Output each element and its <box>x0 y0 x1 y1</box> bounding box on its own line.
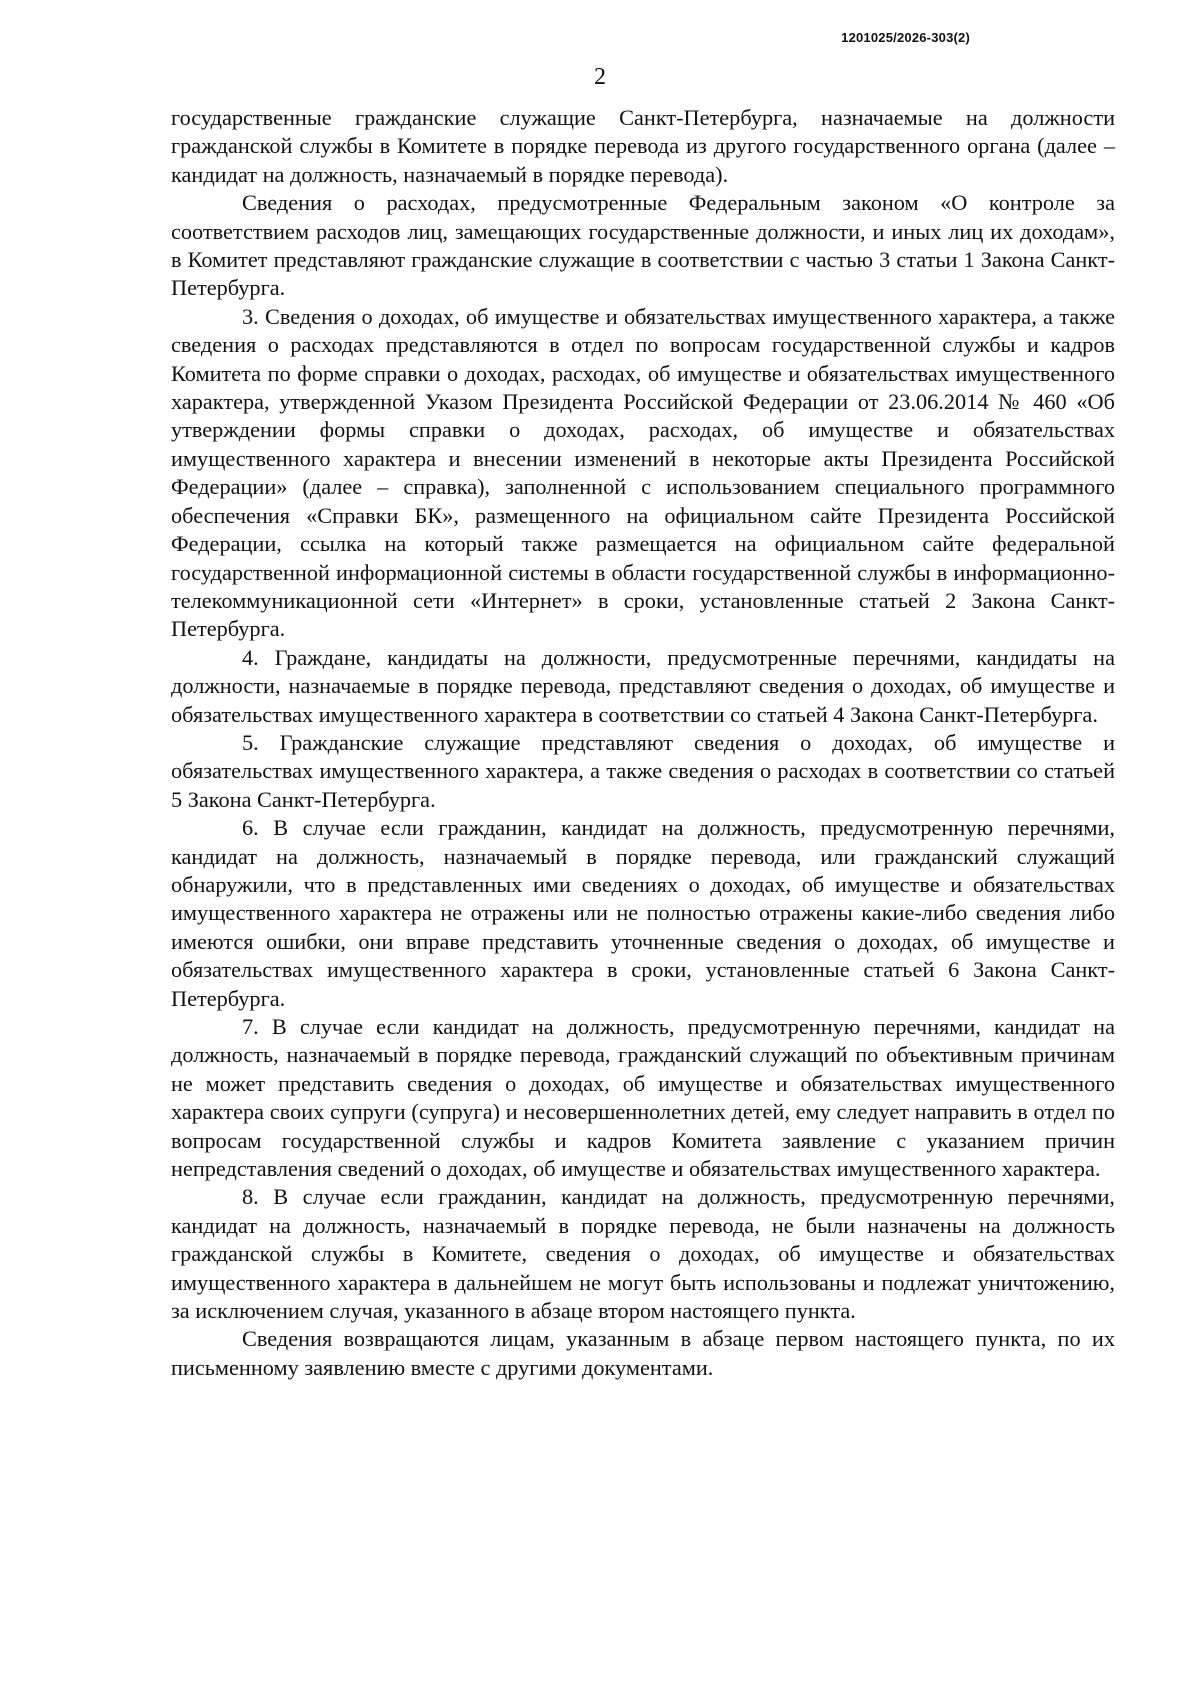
paragraph-return-of-documents: Сведения возвращаются лицам, указанным в абзаце первом настоящего пункта, по их письменному заявлению вместе с другими документами. <box>171 1326 1115 1380</box>
paragraph-item-4: 4. Граждане, кандидаты на должности, предусмотренные перечнями, кандидаты на должности, назначаемые в порядке перевода, представляют сведения о доходах, об имуществе и обязательствах имущественного характера в соответствии со статьей 4 Закона Санкт-Петербурга. <box>171 644 1115 727</box>
page-number: 2 <box>594 64 606 90</box>
paragraph-expense-reports: Сведения о расходах, предусмотренные Федеральным законом «О контроле за соответствием расходов лиц, замещающих государственные должности, и иных лиц их доходам», в Комитет представляют гражданские служащие в соответствии с частью 3 статьи 1 Закона Санкт-Петербурга. <box>171 190 1115 301</box>
paragraph-item-8: 8. В случае если гражданин, кандидат на должность, предусмотренную перечнями, кандидат на должность, назначаемый в порядке перевода, не были назначены на должность гражданской службы в Комитете, сведения о доходах, об имуществе и обязательствах имущественного характера в дальнейшем не могут быть использованы и подлежат уничтожению, за исключением случая, указанного в абзаце втором настоящего пункта. <box>171 1184 1115 1324</box>
paragraph-item-6: 6. В случае если гражданин, кандидат на должность, предусмотренную перечнями, кандидат на должность, назначаемый в порядке перевода, или гражданский служащий обнаружили, что в представленных ими сведениях о доходах, об имуществе и обязательствах имущественного характера не отражены или не полностью отражены какие-либо сведения либо имеются ошибки, они вправе представить уточненные сведения о доходах, об имуществе и обязательствах имущественного характера в сроки, установленные статьей 6 Закона Санкт-Петербурга. <box>171 815 1115 1011</box>
paragraph-item-7: 7. В случае если кандидат на должность, предусмотренную перечнями, кандидат на должность, назначаемый в порядке перевода, гражданский служащий по объективным причинам не может представить сведения о доходах, об имуществе и обязательствах имущественного характера своих супруги (супруга) и несовершеннолетних детей, ему следует направить в отдел по вопросам государственной службы и кадров Комитета заявление с указанием причин непредставления сведений о доходах, об имуществе и обязательствах имущественного характера. <box>171 1014 1115 1182</box>
paragraph-item-3: 3. Сведения о доходах, об имуществе и обязательствах имущественного характера, а также сведения о расходах представляются в отдел по вопросам государственной службы и кадров Комитета по форме справки о доходах, расходах, об имуществе и обязательствах имущественного характера, утвержденной Указом Президента Российской Федерации от 23.06.2014 № 460 «Об утверждении формы справки о доходах, расходах, об имуществе и обязательствах имущественного характера и внесении изменений в некоторые акты Президента Российской Федерации» (далее – справка), заполненной с использованием специального программного обеспечения «Справки БК», размещенного на официальном сайте Президента Российской Федерации, ссылка на который также размещается на официальном сайте федеральной государственной информационной системы в области государственной службы в информационно-телекоммуникационной сети «Интернет» в сроки, установленные статьей 2 Закона Санкт-Петербурга. <box>171 303 1115 642</box>
paragraph-continuation: государственные гражданские служащие Санкт-Петербурга, назначаемые на должности гражданской службы в Комитете в порядке перевода из другого государственного органа (далее – кандидат на должность, назначаемый в порядке перевода). <box>171 105 1115 187</box>
document-body <box>171 104 1115 1382</box>
paragraph-item-5: 5. Гражданские служащие представляют сведения о доходах, об имуществе и обязательствах имущественного характера, а также сведения о расходах в соответствии со статьей 5 Закона Санкт-Петербурга. <box>171 729 1115 812</box>
document-reference-number: 1201025/2026-303(2) <box>841 30 970 45</box>
